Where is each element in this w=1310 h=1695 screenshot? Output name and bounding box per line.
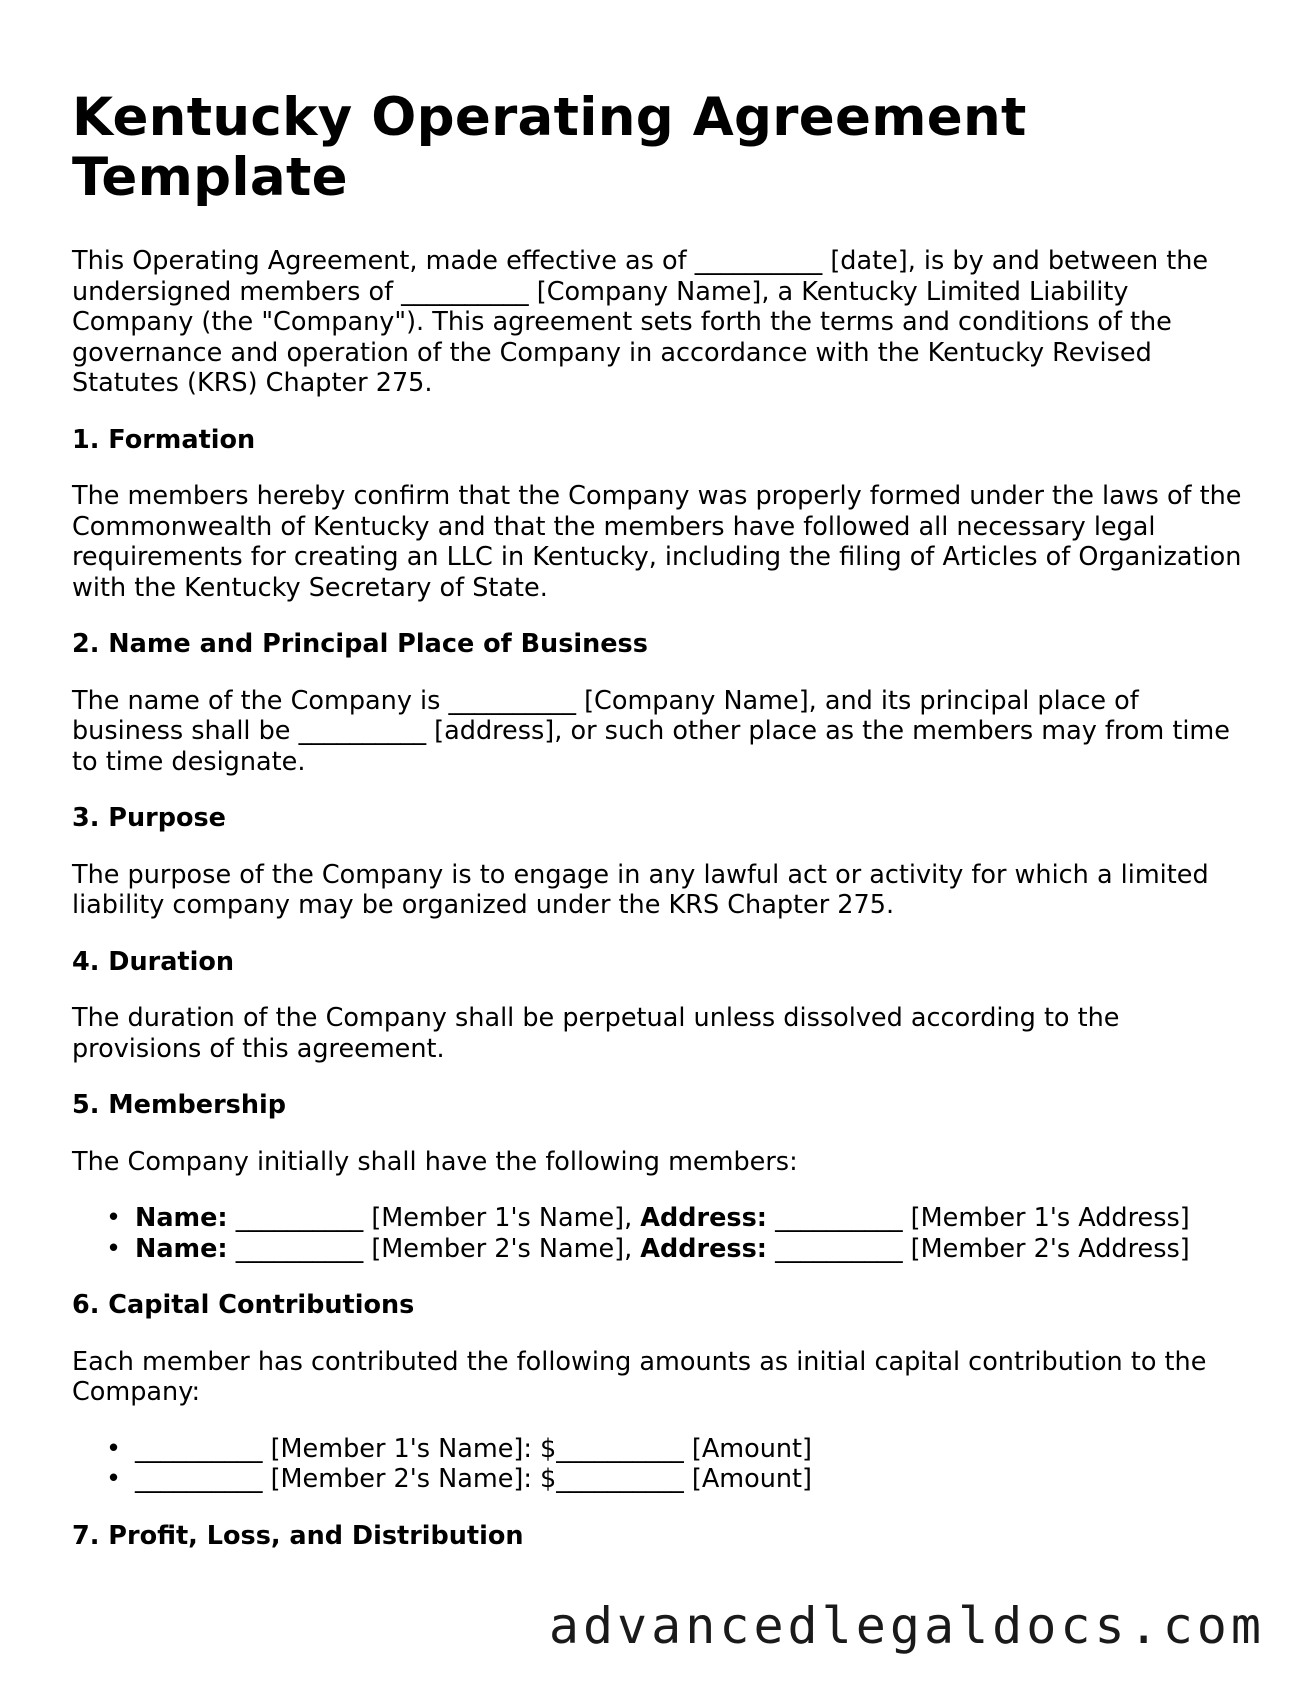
name-label: Name: — [135, 1203, 228, 1233]
list-item — [72, 1234, 1242, 1265]
address-label: Address: — [640, 1233, 767, 1264]
section-duration-body: The duration of the Company shall be perpetual unless dissolved according to the provisions of this agreement. — [72, 1003, 1120, 1064]
list-item — [72, 1203, 1242, 1234]
bullet-icon: • — [106, 1464, 122, 1494]
section-name-place-body: The name of the Company is __________ [Company Name], and its principal place of business shall be __________ [address], or such other place as the members may from time to time designate. — [72, 685, 1230, 777]
list-item — [72, 1434, 1242, 1465]
name-label: Name: — [135, 1233, 228, 1264]
contribution-list — [72, 1434, 1242, 1495]
section-formation-heading: 1. Formation — [72, 424, 256, 455]
address-label: Address: — [640, 1203, 767, 1233]
section-name-place-heading: 2. Name and Principal Place of Business — [72, 629, 648, 659]
section-membership-heading: 5. Membership — [72, 1090, 286, 1120]
contribution-text: __________ [Member 2's Name]: $__________ [Amount] — [135, 1464, 812, 1494]
address-value: __________ [Member 2's Address] — [766, 1233, 1190, 1264]
watermark: advancedlegaldocs.com — [548, 1597, 1265, 1655]
name-value: __________ [Member 1's Name], — [227, 1203, 641, 1233]
document-page — [72, 88, 1242, 1577]
section-capital-heading: 6. Capital Contributions — [72, 1290, 415, 1320]
bullet-icon: • — [106, 1233, 122, 1264]
section-capital-body: Each member has contributed the following amounts as initial capital contribution to the Company: — [72, 1346, 1207, 1407]
contribution-text: __________ [Member 1's Name]: $__________ [Amount] — [135, 1433, 812, 1464]
section-membership-body: The Company initially shall have the following members: — [72, 1146, 798, 1177]
list-item — [72, 1464, 1242, 1495]
section-formation-body: The members hereby confirm that the Company was properly formed under the laws of the Commonwealth of Kentucky and that the members have followed all necessary legal requirements for creating an LLC in Kentucky, including the filing of Articles of Organization with the Kentucky Secretary of State. — [72, 481, 1242, 603]
bullet-icon: • — [106, 1203, 122, 1233]
name-value: __________ [Member 2's Name], — [227, 1233, 641, 1264]
section-duration-heading: 4. Duration — [72, 946, 235, 977]
section-purpose-heading: 3. Purpose — [72, 803, 226, 833]
address-value: __________ [Member 1's Address] — [766, 1203, 1190, 1233]
member-list — [72, 1203, 1242, 1264]
section-profit-heading: 7. Profit, Loss, and Distribution — [72, 1520, 524, 1551]
section-purpose-body: The purpose of the Company is to engage in any lawful act or activity for which a limited liability company may be organized under the KRS Chapter 275. — [72, 859, 1209, 920]
document-title: Kentucky Operating Agreement Template — [72, 87, 1027, 208]
bullet-icon: • — [106, 1433, 122, 1464]
intro-paragraph: This Operating Agreement, made effective as of __________ [date], is by and between the undersigned members of __________ [Company Name], a Kentucky Limited Liability Company (the "Company"). This agreement sets forth the terms and conditions of the governance and operation of the Company in accordance with the Kentucky Revised Statutes (KRS) Chapter 275. — [72, 246, 1209, 398]
